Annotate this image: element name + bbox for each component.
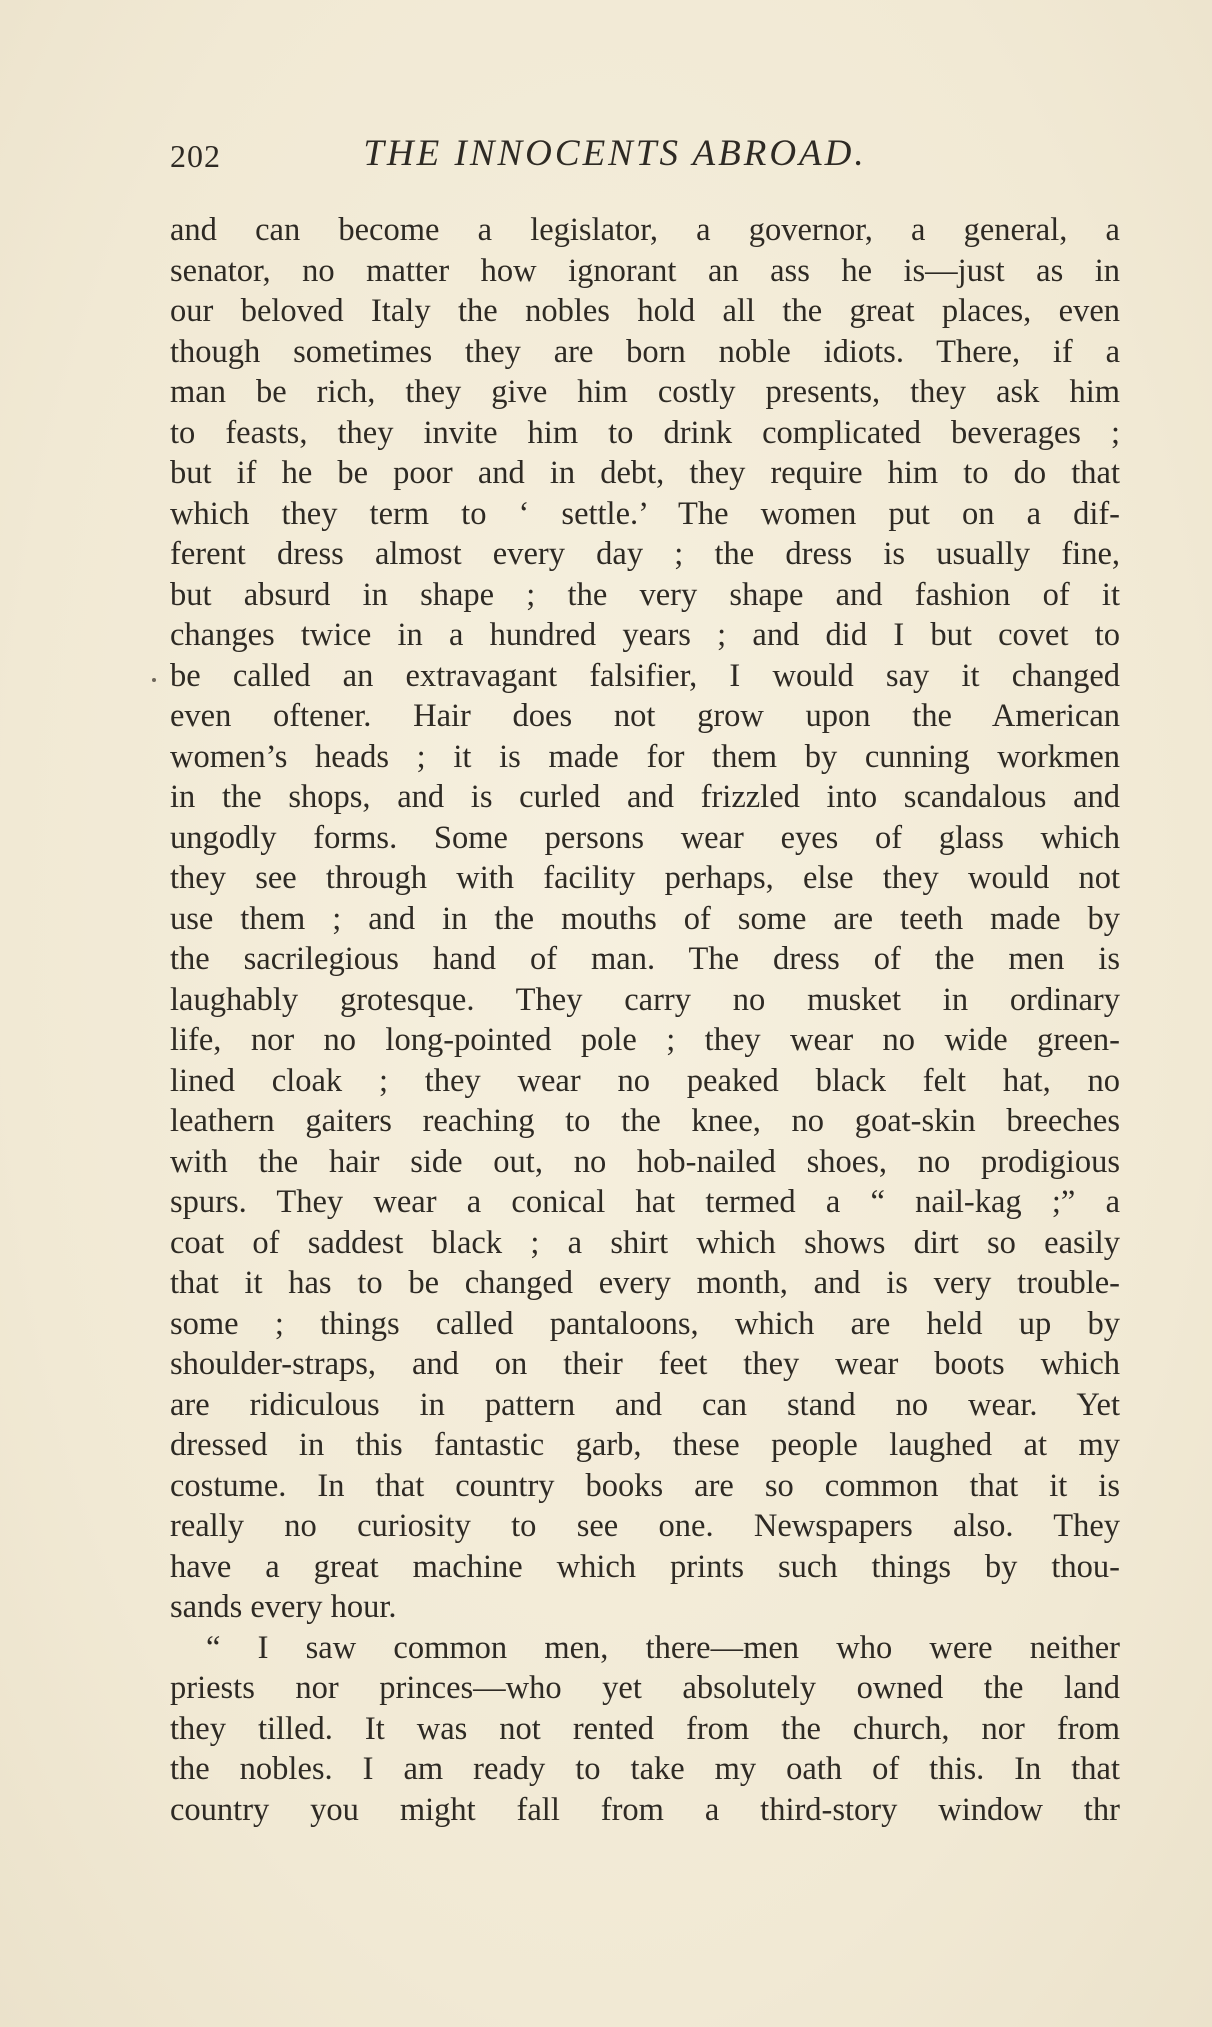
text-line: dressed in this fantastic garb, these people laughed at my xyxy=(170,1427,1120,1463)
text-line: even oftener. Hair does not grow upon the American xyxy=(170,698,1120,734)
text-line: country you might fall from a third-story window thr xyxy=(170,1791,1120,1828)
running-title: THE INNOCENTS ABROAD. xyxy=(363,133,867,174)
text-line: changes twice in a hundred years ; and did I but covet to xyxy=(170,617,1120,653)
text-line: be called an extravagant falsifier, I would say it changed xyxy=(170,657,1120,694)
page-number: 202 xyxy=(170,138,221,174)
text-line: leathern gaiters reaching to the knee, no goat-skin breeches xyxy=(170,1103,1120,1139)
text-line: shoulder-straps, and on their feet they wear boots which xyxy=(170,1346,1120,1382)
text-line: but if he be poor and in debt, they require him to do that xyxy=(170,455,1120,491)
text-line: ungodly forms. Some persons wear eyes of glass which xyxy=(170,819,1120,856)
text-line: costume. In that country books are so common that it is xyxy=(170,1467,1120,1504)
text-line: have a great machine which prints such things by thou- xyxy=(170,1548,1120,1585)
text-line: spurs. They wear a conical hat termed a “ nail-kag ;” a xyxy=(170,1184,1120,1220)
text-line: lined cloak ; they wear no peaked black felt hat, no xyxy=(170,1062,1120,1099)
text-line: the nobles. I am ready to take my oath of this. In that xyxy=(170,1751,1120,1787)
text-line: that it has to be changed every month, and is very trouble- xyxy=(170,1265,1120,1301)
text-line: coat of saddest black ; a shirt which shows dirt so easily xyxy=(170,1224,1120,1261)
margin-mark xyxy=(152,678,156,682)
text-line: and can become a legislator, a governor, a general, a xyxy=(170,212,1120,248)
text-line: laughably grotesque. They carry no musket in ordinary xyxy=(170,981,1120,1018)
text-line: life, nor no long-pointed pole ; they wear no wide green- xyxy=(170,1022,1120,1058)
text-line: ferent dress almost every day ; the dress is usually fine, xyxy=(170,536,1120,572)
body-text xyxy=(170,210,1120,1830)
text-line: use them ; and in the mouths of some are teeth made by xyxy=(170,900,1120,937)
text-line: they tilled. It was not rented from the church, nor from xyxy=(170,1710,1120,1747)
text-line: man be rich, they give him costly presents, they ask him xyxy=(170,374,1120,410)
text-line: they see through with facility perhaps, else they would not xyxy=(170,860,1120,896)
text-line: in the shops, and is curled and frizzled into scandalous and xyxy=(170,779,1120,815)
text-line: but absurd in shape ; the very shape and fashion of it xyxy=(170,576,1120,613)
text-line: senator, no matter how ignorant an ass he is—just as in xyxy=(170,252,1120,289)
text-line: with the hair side out, no hob-nailed shoes, no prodigious xyxy=(170,1143,1120,1180)
text-line: which they term to ‘ settle.’ The women put on a dif- xyxy=(170,495,1120,532)
text-line: to feasts, they invite him to drink complicated beverages ; xyxy=(170,414,1120,451)
text-line: “ I saw common men, there—men who were neither xyxy=(206,1629,1120,1666)
text-line: sands every hour. xyxy=(170,1589,397,1625)
text-line: though sometimes they are born noble idiots. There, if a xyxy=(170,333,1120,370)
text-line: priests nor princes—who yet absolutely owned the land xyxy=(170,1670,1120,1706)
text-line: some ; things called pantaloons, which are held up by xyxy=(170,1305,1120,1342)
text-line: really no curiosity to see one. Newspapers also. They xyxy=(170,1508,1120,1544)
text-line: our beloved Italy the nobles hold all the great places, even xyxy=(170,293,1120,329)
text-line: women’s heads ; it is made for them by cunning workmen xyxy=(170,738,1120,775)
running-head xyxy=(170,132,1120,182)
text-line: the sacrilegious hand of man. The dress of the men is xyxy=(170,941,1120,977)
text-line: are ridiculous in pattern and can stand no wear. Yet xyxy=(170,1386,1120,1423)
